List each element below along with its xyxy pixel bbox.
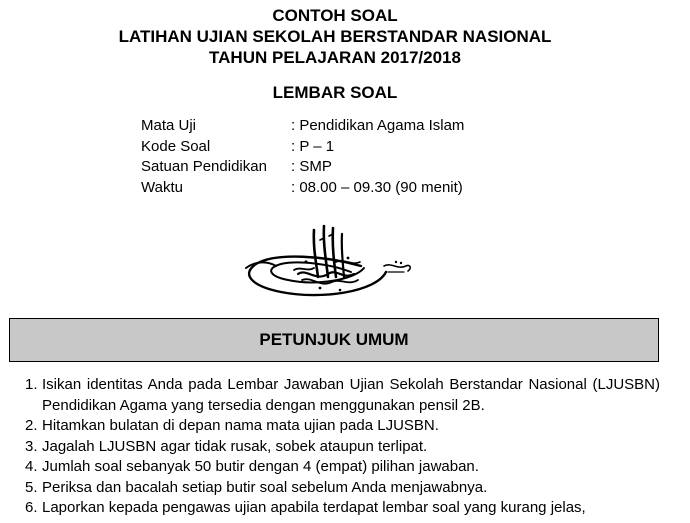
list-item-text: Jagalah LJUSBN agar tidak rusak, sobek ataupun terlipat.	[42, 437, 428, 455]
arabic-calligraphy-icon	[236, 222, 416, 302]
list-item	[25, 478, 660, 499]
list-item	[25, 457, 660, 478]
general-instructions-header	[9, 318, 659, 362]
list-item-text: Jumlah soal sebanyak 50 butir dengan 4 (empat) pilihan jawaban.	[42, 458, 479, 475]
list-item	[25, 416, 660, 437]
list-item-number: 2.	[25, 417, 38, 434]
exam-info-label: Satuan Pendidikan	[141, 158, 267, 175]
list-item	[25, 437, 660, 458]
list-item-text: Hitamkan bulatan di depan nama mata ujian pada LJUSBN.	[42, 417, 439, 434]
document-header	[0, 5, 670, 68]
header-line-2: LATIHAN UJIAN SEKOLAH BERSTANDAR NASIONAL	[118, 27, 552, 46]
general-instructions-title: PETUNJUK UMUM	[259, 330, 409, 349]
list-item-text: Periksa dan bacalah setiap butir soal sebelum Anda menjawabnya.	[42, 478, 488, 496]
sheet-title: LEMBAR SOAL	[272, 83, 398, 102]
list-item	[25, 375, 660, 416]
instructions-list	[25, 375, 660, 519]
exam-info-value: : Pendidikan Agama Islam	[291, 117, 465, 134]
exam-info-value: : P – 1	[291, 137, 335, 155]
list-item-text: Isikan identitas Anda pada Lembar Jawaban Ujian Sekolah Berstandar Nasional (LJUSBN) Pendidikan Agama yang tersedia dengan menggunakan pensil 2B.	[42, 376, 660, 414]
list-item-number: 3.	[25, 437, 38, 455]
list-item-number: 6.	[25, 499, 38, 516]
exam-info-value: : SMP	[291, 158, 332, 175]
exam-info-value: : 08.00 – 09.30 (90 menit)	[291, 178, 463, 196]
exam-info-row-school-level	[141, 157, 464, 178]
exam-info-label: Kode Soal	[141, 137, 211, 155]
header-line-1: CONTOH SOAL	[272, 6, 398, 25]
list-item-number: 4.	[25, 458, 38, 475]
list-item	[25, 498, 660, 519]
list-item-number: 1.	[25, 376, 38, 393]
exam-info-label: Waktu	[141, 178, 183, 196]
header-line-3: TAHUN PELAJARAN 2017/2018	[209, 48, 461, 67]
list-item-number: 5.	[25, 478, 38, 496]
exam-info-row-code	[141, 137, 464, 158]
exam-info-row-time	[141, 178, 464, 199]
list-item-text: Laporkan kepada pengawas ujian apabila terdapat lembar soal yang kurang jelas,	[42, 499, 586, 516]
exam-info	[141, 116, 464, 198]
exam-info-label: Mata Uji	[141, 117, 197, 134]
exam-info-row-subject	[141, 116, 464, 137]
